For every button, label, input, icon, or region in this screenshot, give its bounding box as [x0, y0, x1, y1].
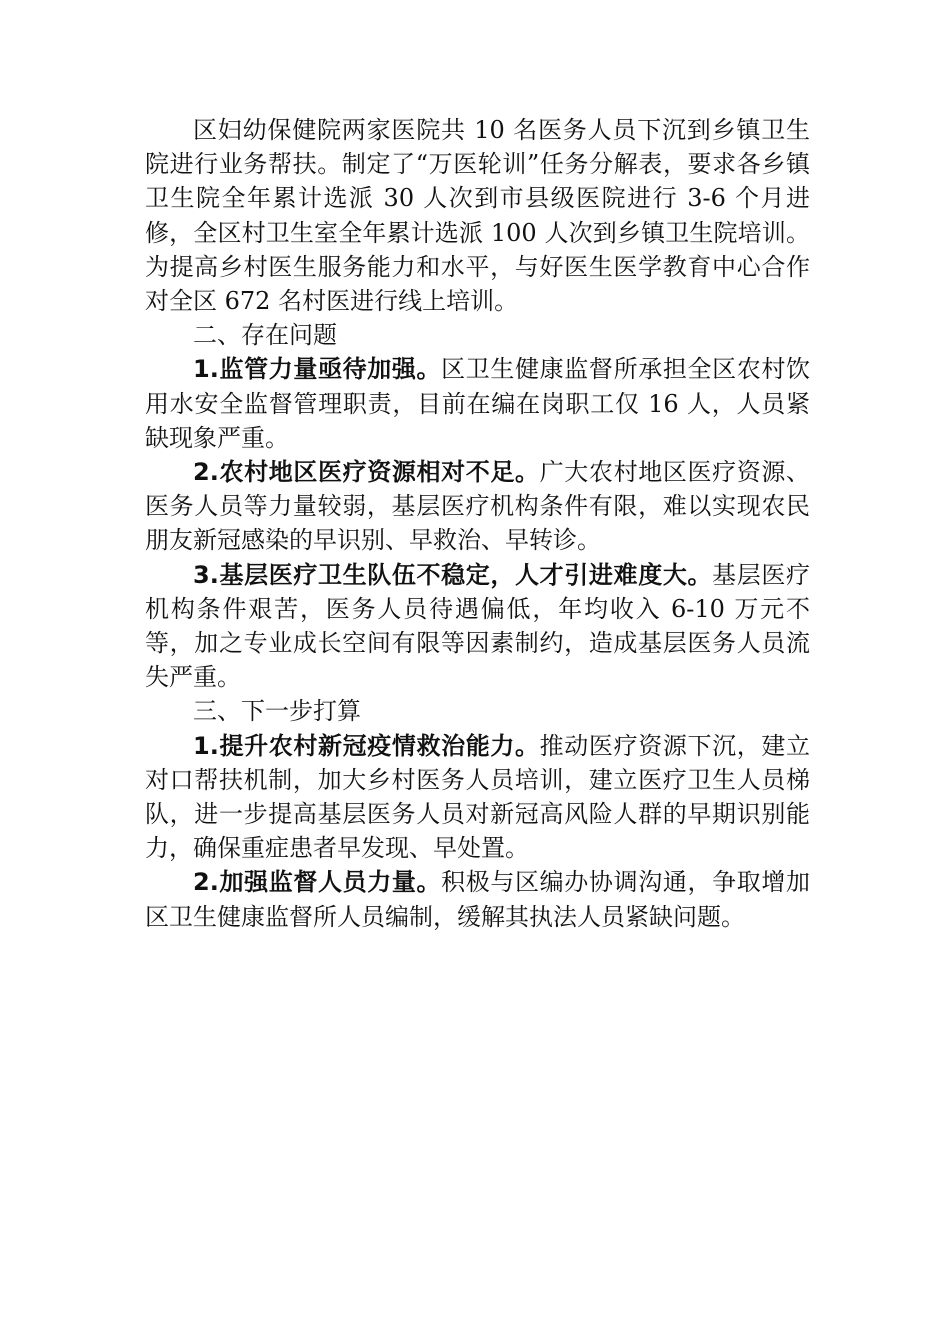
plan-item-1	[145, 729, 810, 866]
plan-item-2	[145, 865, 810, 933]
section-heading-next-steps: 三、下一步打算	[193, 697, 361, 726]
problem-item-3-lead: 3.基层医疗卫生队伍不稳定，人才引进难度大。	[193, 560, 713, 589]
problem-item-2-text: 广大农村地区医疗资源、医务人员等力量较弱，基层医疗机构条件有限，难以实现农民朋友新冠感染的早识别、早救治、早转诊。	[145, 458, 810, 555]
plan-item-2-text: 积极与区编办协调沟通，争取增加区卫生健康监督所人员编制，缓解其执法人员紧缺问题。	[145, 868, 810, 931]
plan-item-1-lead: 1.提升农村新冠疫情救治能力。	[193, 731, 540, 760]
problem-item-3	[145, 558, 810, 695]
problem-item-1-lead: 1.监管力量亟待加强。	[193, 355, 442, 384]
plan-item-1-text: 推动医疗资源下沉，建立对口帮扶机制，加大乡村医务人员培训，建立医疗卫生人员梯队，进一步提高基层医务人员对新冠高风险人群的早期识别能力，确保重症患者早发现、早处置。	[145, 731, 810, 863]
problem-item-3-text: 基层医疗机构条件艰苦，医务人员待遇偏低，年均收入 6-10 万元不等，加之专业成长空间有限等因素制约，造成基层医务人员流失严重。	[145, 560, 810, 692]
document-body	[145, 113, 810, 934]
section-heading-problems: 二、存在问题	[193, 321, 337, 350]
plan-item-2-lead: 2.加强监督人员力量。	[193, 868, 442, 897]
problem-item-2	[145, 455, 810, 558]
problem-item-2-lead: 2.农村地区医疗资源相对不足。	[193, 458, 540, 487]
paragraph-intro: 区妇幼保健院两家医院共 10 名医务人员下沉到乡镇卫生院进行业务帮扶。制定了“万医轮训”任务分解表，要求各乡镇卫生院全年累计选派 30 人次到市县级医院进行 3-6 个月进修，全区村卫生室全年累计选派 100 人次到乡镇卫生院培训。为提高乡村医生服务能力和水平，与好医生医学教育中心合作对全区 672 名村医进行线上培训。	[145, 116, 810, 316]
problem-item-1-text: 区卫生健康监督所承担全区农村饮用水安全监督管理职责，目前在编在岗职工仅 16 人，人员紧缺现象严重。	[145, 355, 810, 452]
problem-item-1	[145, 352, 810, 455]
